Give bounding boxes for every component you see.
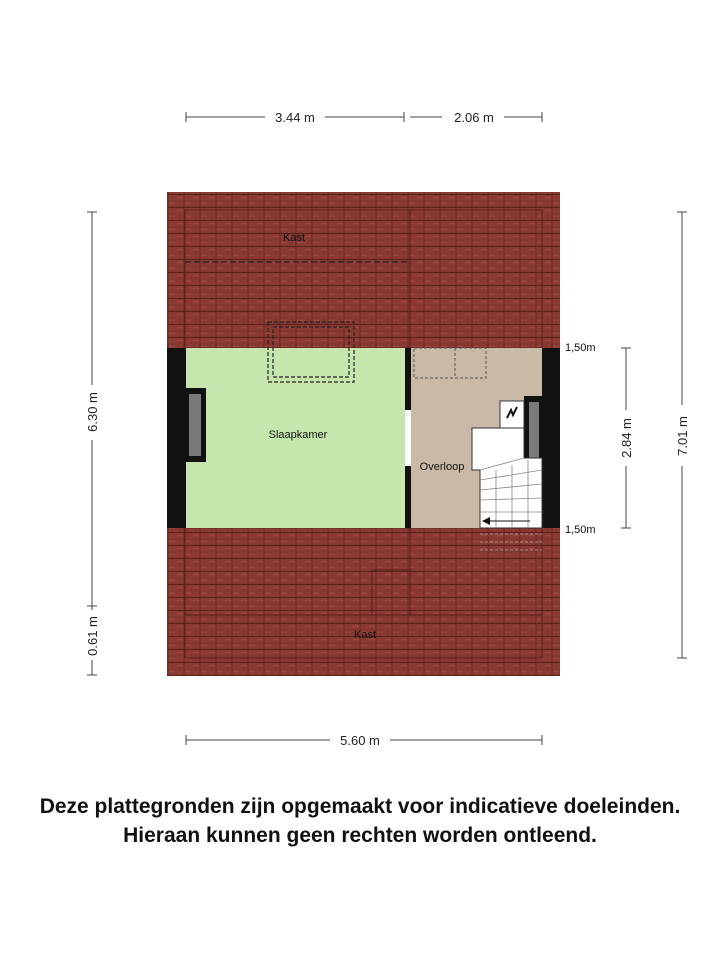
disclaimer-line-2: Hieraan kunnen geen rechten worden ontleend. [123,824,597,847]
boiler-icon [500,401,524,429]
room-label-slaapkamer: Slaapkamer [268,429,328,441]
dimension-right-inner [619,348,634,528]
height-mark-upper: 1,50m [565,342,596,354]
disclaimer-line-1: Deze plattegronden zijn opgemaakt voor indicatieve doeleinden. [39,795,681,818]
dimension-label: 3.44 m [275,110,315,125]
dimension-top-left [186,110,404,125]
roof-upper [167,192,560,348]
dimension-label: 2.06 m [454,110,494,125]
dimension-label: 6.30 m [85,392,100,432]
window-right [524,396,544,466]
dimension-label: 2.84 m [619,418,634,458]
dimension-label: 7.01 m [675,416,690,456]
dimension-label: 5.60 m [340,733,380,748]
dimension-label: 0.61 m [85,616,100,656]
disclaimer [0,792,720,850]
dimension-left-upper [85,212,100,606]
room-label-overloop: Overloop [419,461,465,473]
height-mark-lower: 1,50m [565,524,596,536]
dimension-top-right [410,110,542,125]
window-left [184,388,206,462]
dimension-left-lower [85,606,100,675]
room-label-kast-top: Kast [282,232,306,244]
room-label-kast-bottom: Kast [353,629,377,641]
dimension-right-outer [675,212,690,658]
dimension-bottom [186,733,542,748]
